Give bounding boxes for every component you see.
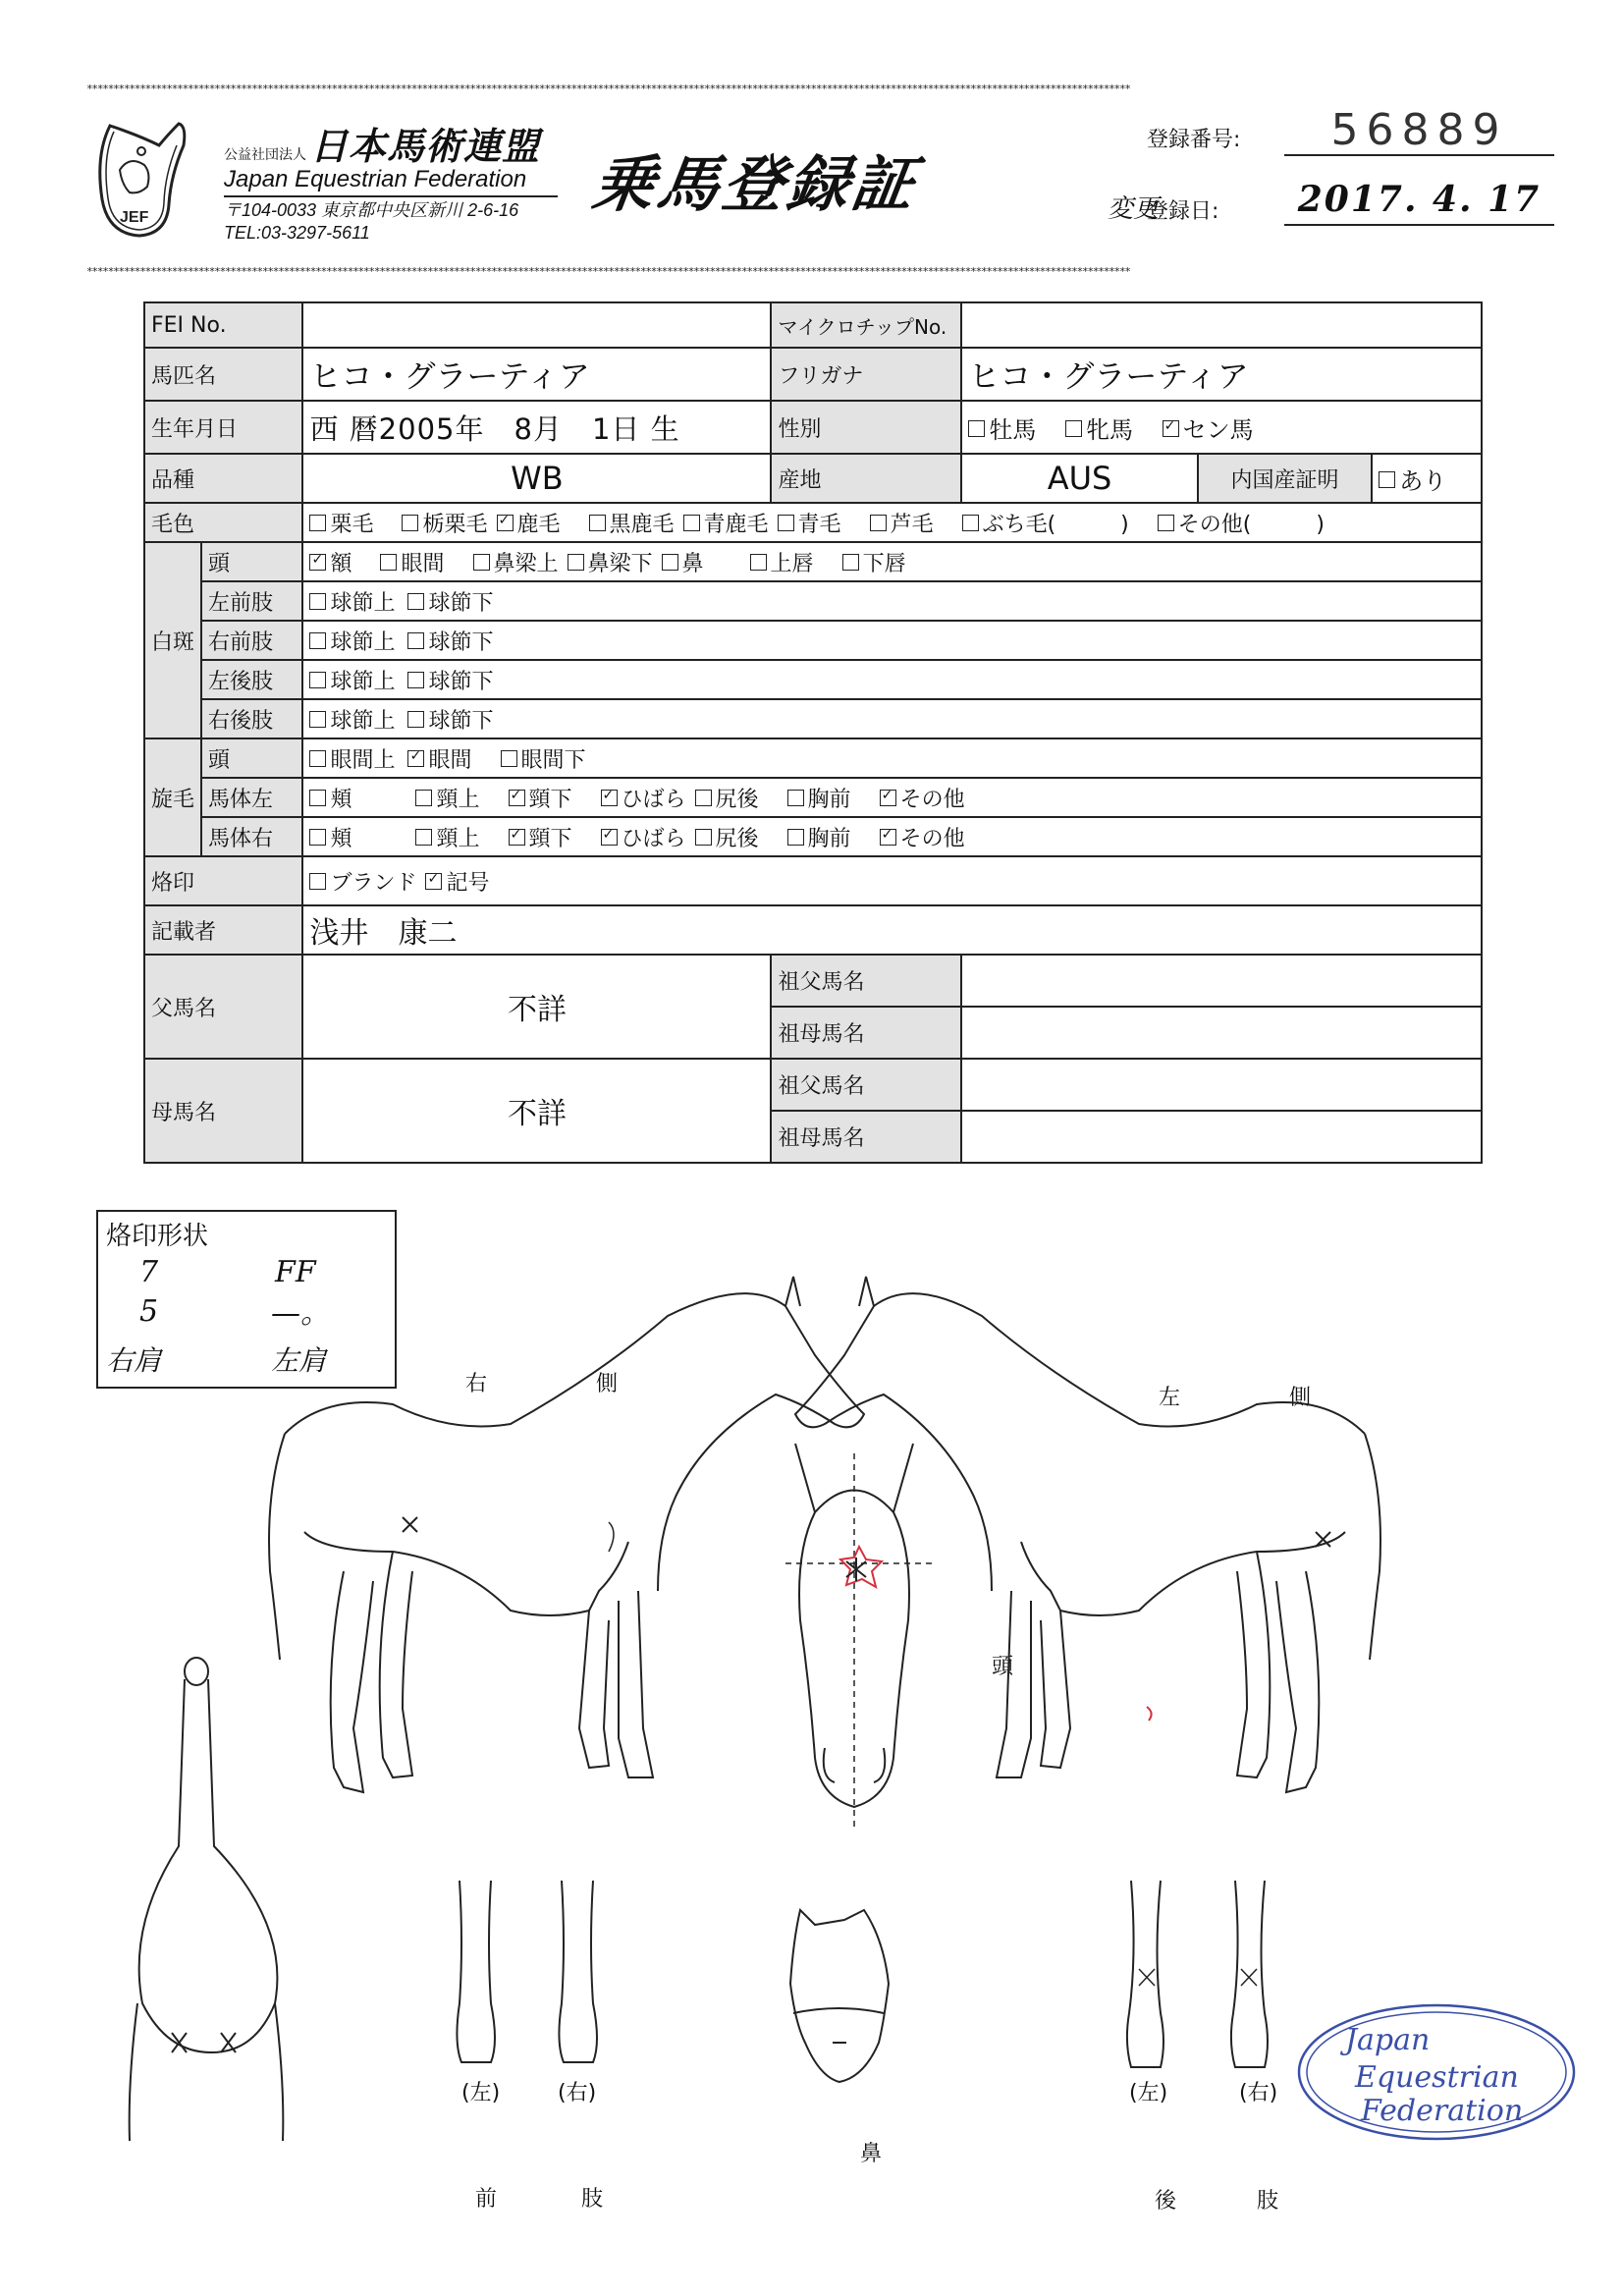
brand-right-location: 右肩 <box>106 1344 162 1377</box>
option[interactable]: 胸前 <box>787 827 851 851</box>
domestic-cert-option[interactable]: あり <box>1372 454 1482 503</box>
org-tel: TEL:03-3297-5611 <box>224 223 370 243</box>
hind-legs-icon <box>1127 1881 1268 2067</box>
option[interactable]: 尻後 <box>695 788 759 812</box>
option[interactable]: 球節下 <box>407 670 493 694</box>
option[interactable]: 球節下 <box>407 591 493 616</box>
dam-field[interactable]: 不詳 <box>302 1059 771 1163</box>
option[interactable]: 球節上 <box>309 630 395 655</box>
sire-label: 父馬名 <box>144 955 302 1059</box>
color-option[interactable]: 栗毛 <box>309 513 373 537</box>
brand-label: 烙印 <box>144 856 302 905</box>
granddam-label: 祖母馬名 <box>771 1111 961 1163</box>
domestic-cert-label: 内国産証明 <box>1198 454 1372 503</box>
org-name-en: Japan Equestrian Federation <box>224 166 558 197</box>
option[interactable]: 球節上 <box>309 709 395 734</box>
horse-rear-view-icon <box>130 1658 284 2141</box>
fore-left-label: (左) <box>461 2081 501 2105</box>
name-label: 馬匹名 <box>144 348 302 401</box>
option[interactable]: 眼間下 <box>501 748 586 773</box>
option[interactable]: 球節上 <box>309 591 395 616</box>
divider-bottom: **************************************************************************************************************************************************************************************************** <box>86 265 1130 278</box>
option[interactable]: ✓ その他 <box>880 788 965 812</box>
hind-right-label: (右) <box>1239 2081 1278 2105</box>
sex-option-gelding[interactable]: ✓ セン馬 <box>1163 416 1254 444</box>
option[interactable]: 尻後 <box>695 827 759 851</box>
white-mark-part: 右前肢 <box>201 621 302 660</box>
option[interactable]: 球節下 <box>407 630 493 655</box>
breed-field[interactable]: WB <box>302 454 771 503</box>
head-label: 頭 <box>992 1655 1014 1679</box>
option[interactable]: 球節上 <box>309 670 395 694</box>
nose-label: 鼻 <box>860 2142 883 2166</box>
option[interactable]: ✓ 眼間 <box>407 748 471 773</box>
color-option[interactable]: 芦毛 <box>870 513 934 537</box>
option[interactable]: 頬 <box>309 827 352 851</box>
dob-field[interactable]: 西 暦2005年 8月 1日 生 <box>302 401 771 454</box>
white-mark-part: 左後肢 <box>201 660 302 699</box>
grandsire-label: 祖父馬名 <box>771 955 961 1007</box>
horse-head-front-icon <box>785 1444 933 1827</box>
microchip-label: マイクロチップNo. <box>771 302 961 348</box>
star-marking-icon <box>840 1547 882 1587</box>
option[interactable]: ✓ その他 <box>880 827 965 851</box>
document-title: 乗馬登録証 <box>588 148 923 220</box>
org-address: 〒104-0033 東京都中央区新川 2-6-16 <box>224 200 519 220</box>
fore-caption-2: 肢 <box>581 2187 604 2212</box>
option[interactable]: 頸上 <box>415 788 479 812</box>
brand-shape-title: 烙印形状 <box>106 1222 209 1251</box>
recorder-field[interactable]: 浅井 康二 <box>302 905 1482 955</box>
reg-date-label: 登録日: <box>1147 199 1219 224</box>
nose-front-icon <box>790 1910 889 2082</box>
granddam-label: 祖母馬名 <box>771 1007 961 1059</box>
option[interactable]: 鼻梁下 <box>568 552 653 576</box>
org-name-jp: 日本馬術連盟 <box>310 125 541 168</box>
hind-caption-1: 後 <box>1155 2189 1177 2214</box>
recorder-label: 記載者 <box>144 905 302 955</box>
option[interactable]: 鼻梁上 <box>473 552 559 576</box>
reg-date-value: 2017. 4. 17 <box>1284 179 1554 226</box>
whorl-part: 頭 <box>201 738 302 778</box>
dam-label: 母馬名 <box>144 1059 302 1163</box>
option[interactable]: 上唇 <box>750 552 814 576</box>
color-option[interactable]: 青毛 <box>778 513 841 537</box>
sex-option-mare[interactable]: 牝馬 <box>1065 416 1133 444</box>
brand-left-mark-sub: —。 <box>271 1296 330 1331</box>
fore-legs-icon <box>457 1881 597 2062</box>
whorl-part: 馬体左 <box>201 778 302 817</box>
breed-label: 品種 <box>144 454 302 503</box>
grandsire-label: 祖父馬名 <box>771 1059 961 1111</box>
option[interactable]: ✓ ひばら <box>601 827 686 851</box>
option[interactable]: 頸上 <box>415 827 479 851</box>
sex-option-stallion[interactable]: 牡馬 <box>968 416 1036 444</box>
option[interactable]: ✓ 記号 <box>425 871 489 896</box>
white-mark-part: 左前肢 <box>201 581 302 621</box>
brand-right-mark-bottom: 5 <box>139 1294 159 1329</box>
reg-no-label: 登録番号: <box>1147 128 1241 152</box>
color-label: 毛色 <box>144 503 302 542</box>
left-side-label: 左 側 <box>1159 1386 1362 1410</box>
option[interactable]: 眼間上 <box>309 748 395 773</box>
fei-label: FEI No. <box>144 302 302 348</box>
right-side-label: 右 側 <box>465 1372 669 1396</box>
option[interactable]: 胸前 <box>787 788 851 812</box>
fore-right-label: (右) <box>558 2081 597 2105</box>
color-option[interactable]: 黒鹿毛 <box>589 513 675 537</box>
svg-text:Japan: Japan <box>1345 2023 1431 2057</box>
color-option[interactable]: その他( ) <box>1158 513 1325 537</box>
hind-left-label: (左) <box>1129 2081 1168 2105</box>
reg-date-prefix: 変更 <box>1108 194 1160 224</box>
white-marks-label: 白斑 <box>144 542 201 738</box>
furigana-field[interactable]: ヒコ・グラーティア <box>961 348 1482 401</box>
color-option[interactable]: ぶち毛( ) <box>962 513 1129 537</box>
svg-text:Equestrian: Equestrian <box>1355 2060 1519 2095</box>
brand-right-mark-top: 7 <box>139 1255 159 1289</box>
jef-stamp-icon <box>1294 1998 1579 2146</box>
option[interactable]: ✓ ひばら <box>601 788 686 812</box>
hind-caption-2: 肢 <box>1257 2189 1279 2214</box>
sire-field[interactable]: 不詳 <box>302 955 771 1059</box>
color-option[interactable]: 青鹿毛 <box>683 513 769 537</box>
svg-text:Federation: Federation <box>1361 2094 1524 2128</box>
dob-label: 生年月日 <box>144 401 302 454</box>
horse-right-side-icon <box>269 1277 864 1792</box>
color-option[interactable]: 栃栗毛 <box>402 513 487 537</box>
leg-marking-icon <box>1147 1707 1152 1721</box>
option[interactable]: 球節下 <box>407 709 493 734</box>
option[interactable]: ✓ 頸下 <box>509 827 572 851</box>
white-mark-part: 右後肢 <box>201 699 302 738</box>
whorls-label: 旋毛 <box>144 738 201 856</box>
org-prefix: 公益社団法人 <box>224 147 306 163</box>
option[interactable]: 下唇 <box>842 552 906 576</box>
option[interactable]: ✓ 頸下 <box>509 788 572 812</box>
white-mark-part: 頭 <box>201 542 302 581</box>
origin-label: 産地 <box>771 454 961 503</box>
option[interactable]: 頬 <box>309 788 352 812</box>
fore-caption-1: 前 <box>475 2187 498 2212</box>
option[interactable]: 鼻 <box>662 552 704 576</box>
color-option[interactable]: ✓ 鹿毛 <box>497 513 561 537</box>
sex-label: 性別 <box>771 401 961 454</box>
option[interactable]: ブランド <box>309 871 416 896</box>
svg-text:JEF: JEF <box>120 209 149 226</box>
brand-left-mark: FF <box>275 1255 316 1289</box>
origin-field[interactable]: AUS <box>961 454 1197 503</box>
name-field[interactable]: ヒコ・グラーティア <box>302 348 771 401</box>
option[interactable]: 眼間 <box>380 552 444 576</box>
reg-no-value: 56889 <box>1284 105 1554 156</box>
brand-left-location: 左肩 <box>271 1344 327 1377</box>
horse-left-side-icon <box>795 1277 1380 1792</box>
furigana-label: フリガナ <box>771 348 961 401</box>
option[interactable]: ✓ 額 <box>309 552 352 576</box>
whorl-part: 馬体右 <box>201 817 302 856</box>
divider-top: **************************************************************************************************************************************************************************************************** <box>86 82 1130 95</box>
